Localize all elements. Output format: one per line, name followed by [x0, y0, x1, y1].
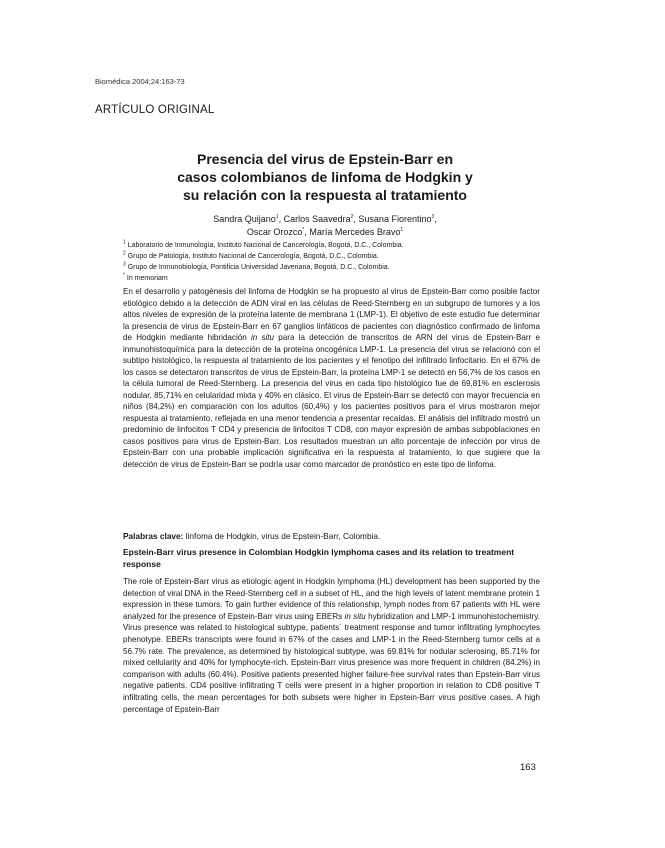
author-affiliation-mark: * [302, 227, 305, 233]
section-label: ARTÍCULO ORIGINAL [95, 104, 215, 116]
author-name: Oscar Orozco [246, 227, 303, 237]
affiliation-text: In memoriam [126, 275, 168, 282]
page-number: 163 [520, 762, 536, 773]
affiliation-item [123, 251, 404, 262]
author-affiliation-mark: 2 [350, 214, 354, 220]
affiliation-item [123, 240, 404, 251]
affiliation-mark: * [123, 272, 125, 279]
keywords-text: linfoma de Hodgkin, virus de Epstein-Barr, Colombia. [183, 531, 381, 541]
author-name: Susana Fiorentino [358, 214, 432, 224]
author-line-1: Sandra Quijano$^1$, Carlos Saavedra$^2$, Susana Fiorentino$^3$, [213, 214, 437, 224]
author-affiliation-mark: 3 [431, 214, 435, 220]
keywords [123, 531, 380, 541]
author-affiliation-mark: 1 [275, 214, 279, 220]
abstract-italic: in situ [344, 611, 366, 621]
abstract-text: para la detección de transcritos de ARN del virus de Epstein-Barr e inmunohistoquímica para la detección de la proteína oncogénica LMP-1. La presencia del virus se relacionó con el subtipo histológico, la respuesta al tratamiento de los pacientes y el fenotipo del infiltrado linfocitario. En el 67% de los casos se detectaron transcritos de virus de Epstein-Barr, la proteína LMP-1 se detectó en 56,7% de los casos en la célula tumoral de Reed-Sternberg. La presencia del virus en cada tipo histológico fue de 69,81% en esclerosis nodular, 85,71% en celularidad mixta y 40% en clásico. El virus de Epstein-Barr se detectó con mayor frecuencia en niños (84,2%) en comparación con los adultos (60,4%) y los pacientes positivos para el virus mostraron mejor respuesta al tratamiento, reflejada en una menor tendencia a presentar recaídas. El análisis del infiltrado mostró un predominio de linfocitos T CD4 y presencia de linfocitos T CD8, con mayor expresión de ambas subpoblaciones en casos positivos para virus de Epstein-Barr. Los resultados muestran un alto porcentaje de infección por virus de Epstein-Barr con una probable implicación significativa en la respuesta al tratamiento, lo que sugiere que la detección de virus de Epstein-Barr se podría usar como marcador de pronóstico en este tipo de linfoma. [123, 333, 540, 469]
author-name: Carlos Saavedra [283, 214, 351, 224]
affiliation-mark: 3 [123, 261, 126, 268]
author-name: María Mercedes Bravo [309, 227, 401, 237]
author-name: Sandra Quijano [213, 214, 276, 224]
affiliation-mark: 1 [123, 239, 126, 246]
abstract-text: hybridization and LMP-1 immunohistochemistry. Virus presence was related to histological subtype, patients´ treatment response and tumor infiltrating lymphocytes phenotype. EBERs transcripts were found in 67% of the cases and LMP-1 in the Reed-Sternberg tumor cells at a 56.7% rate. The prevalence, as determined by histological subtype, was 69.81% for nodular sclerosing, 85.71% for mixed cellularity and 40% for lymphocyte-rich. Epstein-Barr virus presence was more frequent in children (84.2%) in comparison with adults (60.4%). Positive patients presented higher failure-free survival rates than Epstein-Barr virus negative patients. CD4 positive infiltrating T cells were present in a higher proportion in relation to CD8 positive T infiltrating cells, the mean percentages for both subsets were higher in Epstein-Barr virus positive cases. A high percentage of Epstein-Barr [123, 611, 540, 714]
title-line-2: casos colombianos de linfoma de Hodgkin y [177, 169, 473, 185]
title-line-3: su relación con la respuesta al tratamiento [183, 187, 467, 203]
affiliation-text: Laboratorio de Inmunología, Instituto Nacional de Cancerología, Bogotá, D.C., Colombia. [127, 242, 404, 249]
affiliations [123, 240, 404, 284]
abstract-italic: in situ [250, 333, 275, 342]
affiliation-text: Grupo de Inmunobiología, Pontificia Universidad Javeriana, Bogotá, D.C., Colombia. [127, 264, 390, 271]
author-list [95, 213, 555, 239]
journal-reference: Biomédica 2004;24:163-73 [95, 77, 185, 86]
affiliation-text: Grupo de Patología, Instituto Nacional de Cancerología, Bogotá, D.C., Colombia. [127, 253, 379, 260]
abstract-english [123, 576, 540, 715]
author-affiliation-mark: 1 [400, 227, 404, 233]
english-title: Epstein-Barr virus presence in Colombian Hodgkin lymphoma cases and its relation to treatment response [123, 547, 515, 569]
title-line-1: Presencia del virus de Epstein-Barr en [197, 151, 453, 167]
affiliation-item [123, 262, 404, 273]
abstract-text: The role of Epstein-Barr virus as etiologic agent in Hodgkin lymphoma (HL) development has been supported by the detection of viral DNA in the Reed-Sternberg cell in a subset of HL, and the high levels of latent membrane protein 1 expression in these tumors. To gain further evidence of this relationship, lymph nodes from 67 patients with HL were analyzed for the presence of Epstein-Barr virus using EBERs [123, 577, 540, 621]
article-title [95, 150, 555, 204]
abstract-text: En el desarrollo y patogénesis del linfoma de Hodgkin se ha propuesto al virus de Epstein-Barr como posible factor etiológico debido a la detección de ADN viral en las células de Reed-Sternberg en un subgrupo de tumores y a los altos niveles de expresión de la proteína latente de membrana 1 (LMP-1). El objetivo de este estudio fue determinar la presencia de virus de Epstein-Barr en 67 ganglios linfáticos de pacientes con diagnóstico confirmado de linfoma de Hodgkin mediante hibridación [123, 287, 540, 342]
keywords-label: Palabras clave: [123, 531, 184, 541]
affiliation-mark: 2 [123, 250, 126, 257]
abstract-spanish [123, 286, 540, 470]
affiliation-item [123, 273, 404, 284]
author-line-2: Oscar Orozco*, María Mercedes Bravo$^1$ [246, 227, 404, 237]
